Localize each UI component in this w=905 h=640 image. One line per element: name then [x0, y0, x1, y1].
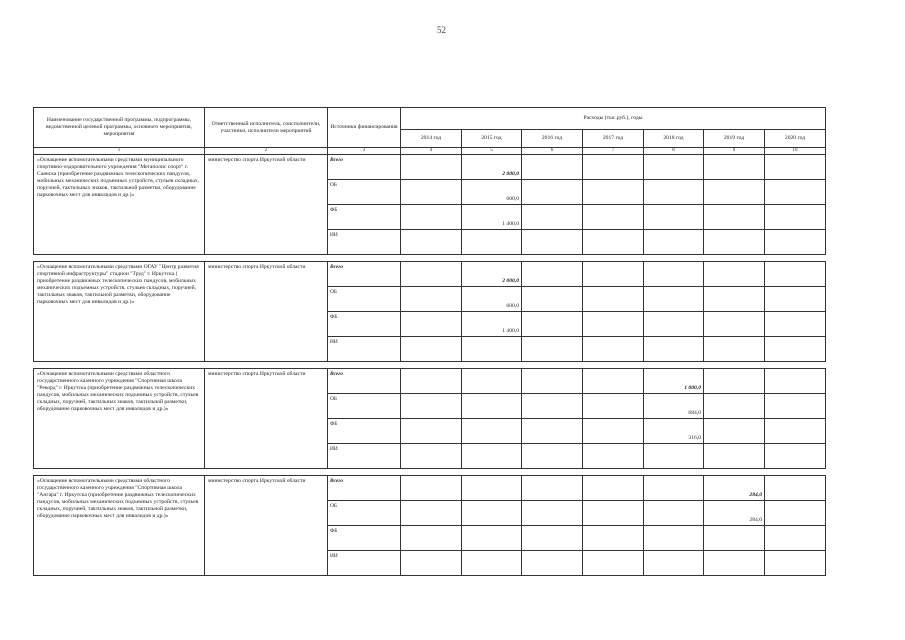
expense-value [644, 501, 704, 526]
table-row [34, 369, 826, 394]
budget-table [33, 107, 826, 576]
expense-value [522, 230, 583, 255]
expense-value [583, 312, 644, 337]
expense-value: 1 400,0 [462, 205, 522, 230]
expense-value [462, 551, 522, 576]
expense-value [462, 394, 522, 419]
activity-description: «Оснащение вспомогательными средствами ОГАУ "Центр развития спортивной инфраструктуры" стадион "Труд" г. Иркутска ( приобретение раздвижных телескопических пандусов, мобильных механических подъемных устройств, стульев складных, поручней, тактильных знаков, тактильной разметки, оборудование парковочных мест для инвалидов и др.)» [34, 262, 205, 362]
expense-value [462, 476, 522, 501]
expense-value [583, 476, 644, 501]
header-year: 2017 год [583, 130, 644, 148]
expense-value [583, 155, 644, 180]
expense-value [644, 551, 704, 576]
expense-value [583, 444, 644, 469]
expense-value [644, 287, 704, 312]
header-executor: Ответственный исполнитель, соисполнители, участники, исполнители мероприятий [205, 108, 328, 148]
funding-source: ФБ [328, 312, 401, 337]
column-number: 10 [765, 148, 826, 155]
expense-value [401, 287, 462, 312]
expense-value [765, 155, 826, 180]
expense-value [644, 312, 704, 337]
expense-value [522, 394, 583, 419]
expense-value [401, 312, 462, 337]
funding-source: Всего [328, 262, 401, 287]
expense-value [401, 155, 462, 180]
expense-value [401, 444, 462, 469]
expense-value [704, 262, 765, 287]
expense-value [522, 501, 583, 526]
header-year: 2016 год [522, 130, 583, 148]
expense-value [401, 419, 462, 444]
activity-description: «Оснащение вспомогательными средствами областного государственного казенного учреждения "Спортивная школа "Рекорд" г. Иркутска (приобретение раздвижных телескопических пандусов, мобильных механических подъемных устройств, стульев складных, поручней, тактильных знаков, тактильной разметки, оборудование парковочных мест для инвалидов и др.)» [34, 369, 205, 469]
activity-executor: министерство спорта Иркутской области [205, 369, 328, 469]
column-number: 4 [401, 148, 462, 155]
expense-value [644, 337, 704, 362]
column-number: 9 [704, 148, 765, 155]
expense-value [765, 419, 826, 444]
expense-value [704, 526, 765, 551]
funding-source: ИИ [328, 444, 401, 469]
expense-value [765, 312, 826, 337]
header-year: 2015 год [462, 130, 522, 148]
table-row [34, 476, 826, 501]
expense-value [522, 155, 583, 180]
expense-value [644, 444, 704, 469]
expense-value [401, 337, 462, 362]
funding-source: Всего [328, 155, 401, 180]
activity-executor: министерство спорта Иркутской области [205, 262, 328, 362]
expense-value [401, 230, 462, 255]
expense-value [765, 287, 826, 312]
expense-value [765, 180, 826, 205]
expense-value [583, 551, 644, 576]
expense-value [401, 369, 462, 394]
expense-value [401, 394, 462, 419]
expense-value [644, 180, 704, 205]
expense-value: 600,0 [462, 287, 522, 312]
funding-source: ИИ [328, 230, 401, 255]
column-number: 2 [205, 148, 328, 155]
expense-value [765, 230, 826, 255]
expense-value [644, 476, 704, 501]
expense-value [704, 205, 765, 230]
expense-value [583, 262, 644, 287]
header-year: 2018 год [644, 130, 704, 148]
page-number: 52 [437, 25, 446, 35]
expense-value [704, 551, 765, 576]
expense-value [765, 476, 826, 501]
expense-value: 284,0 [704, 501, 765, 526]
expense-value [704, 155, 765, 180]
expense-value: 316,0 [644, 419, 704, 444]
expense-value [522, 262, 583, 287]
expense-value [765, 205, 826, 230]
expense-value [522, 444, 583, 469]
expense-value [462, 501, 522, 526]
expense-value [522, 551, 583, 576]
activity-executor: министерство спорта Иркутской области [205, 155, 328, 255]
expense-value [765, 444, 826, 469]
column-number: 6 [522, 148, 583, 155]
funding-source: ИИ [328, 337, 401, 362]
expense-value: 600,0 [462, 180, 522, 205]
expense-value [583, 394, 644, 419]
expense-value [704, 230, 765, 255]
expense-value [704, 180, 765, 205]
expense-value [704, 337, 765, 362]
expense-value [522, 205, 583, 230]
expense-value [583, 419, 644, 444]
expense-value [462, 369, 522, 394]
expense-value [704, 369, 765, 394]
funding-source: ФБ [328, 419, 401, 444]
expense-value [522, 337, 583, 362]
funding-source: ИИ [328, 551, 401, 576]
expense-value [765, 501, 826, 526]
expense-value [522, 180, 583, 205]
expense-value [704, 444, 765, 469]
expense-value [644, 262, 704, 287]
funding-source: ФБ [328, 526, 401, 551]
expense-value: 1 400,0 [462, 312, 522, 337]
expense-value [765, 262, 826, 287]
header-year: 2019 год [704, 130, 765, 148]
table-row [34, 155, 826, 180]
expense-value [583, 230, 644, 255]
column-number: 1 [34, 148, 205, 155]
table-row [34, 262, 826, 287]
funding-source: Всего [328, 476, 401, 501]
expense-value [583, 180, 644, 205]
funding-source: ОБ [328, 287, 401, 312]
expense-value [583, 526, 644, 551]
expense-value [522, 369, 583, 394]
expense-value [401, 205, 462, 230]
expense-value [583, 337, 644, 362]
activity-description: «Оснащение вспомогательными средствами муниципального спортивно-оздоровительного учреждения "Мегаполис спорт" г. Саянска (приобретение раздвижных телескопических пандусов, мобильных механических подъемных устройств, стульев складных, поручней, тактильных знаков, тактильной разметки, оборудование парковочных мест для инвалидов и др.)» [34, 155, 205, 255]
expense-value [522, 526, 583, 551]
column-number: 8 [644, 148, 704, 155]
expense-value [462, 337, 522, 362]
column-number: 7 [583, 148, 644, 155]
expense-value: 284,0 [704, 476, 765, 501]
expense-value [583, 501, 644, 526]
column-number: 5 [462, 148, 522, 155]
expense-value [462, 444, 522, 469]
expense-value [765, 337, 826, 362]
expense-value [765, 551, 826, 576]
expense-value [522, 476, 583, 501]
activity-description: «Оснащение вспомогательными средствами областного государственного казенного учреждения "Спортивная школа "Ангара" г. Иркутска (приобретение раздвижных телескопических пандусов, мобильных механических подъемных устройств, стульев складных, поручней, тактильных знаков, тактильной разметки, оборудование парковочных мест для инвалидов и др.)» [34, 476, 205, 576]
expense-value [522, 287, 583, 312]
expense-value [765, 394, 826, 419]
header-year: 2014 год [401, 130, 462, 148]
expense-value [583, 205, 644, 230]
row-spacer [34, 255, 826, 262]
funding-source: ОБ [328, 501, 401, 526]
expense-value [704, 394, 765, 419]
header-expenses: Расходы (тыс.руб.), годы [401, 108, 826, 130]
expense-value [401, 262, 462, 287]
funding-source: ОБ [328, 180, 401, 205]
row-spacer [34, 362, 826, 369]
header-funding-source: Источники финансирования [328, 108, 401, 148]
expense-value [462, 526, 522, 551]
expense-value [583, 287, 644, 312]
expense-value [462, 230, 522, 255]
expense-value: 2 000,0 [462, 262, 522, 287]
expense-value [704, 312, 765, 337]
expense-value [704, 419, 765, 444]
expense-value [522, 419, 583, 444]
header-program-name: Наименование государственной программы, подпрограммы, ведомственной целевой программы, основного мероприятия, мероприятия [34, 108, 205, 148]
expense-value [401, 551, 462, 576]
funding-source: Всего [328, 369, 401, 394]
activity-executor: министерство спорта Иркутской области [205, 476, 328, 576]
expense-value [644, 526, 704, 551]
expense-value [644, 155, 704, 180]
expense-value [401, 526, 462, 551]
expense-value [522, 312, 583, 337]
funding-source: ФБ [328, 205, 401, 230]
expense-value [401, 180, 462, 205]
expense-value: 1 000,0 [644, 369, 704, 394]
expense-value [401, 476, 462, 501]
expense-value [704, 287, 765, 312]
expense-value [583, 369, 644, 394]
row-spacer [34, 469, 826, 476]
column-number: 3 [328, 148, 401, 155]
funding-source: ОБ [328, 394, 401, 419]
header-year: 2020 год [765, 130, 826, 148]
expense-value [644, 205, 704, 230]
expense-value [401, 501, 462, 526]
expense-value [644, 230, 704, 255]
expense-value [765, 369, 826, 394]
expense-value [462, 419, 522, 444]
expense-value [765, 526, 826, 551]
expense-value: 684,0 [644, 394, 704, 419]
expense-value: 2 000,0 [462, 155, 522, 180]
